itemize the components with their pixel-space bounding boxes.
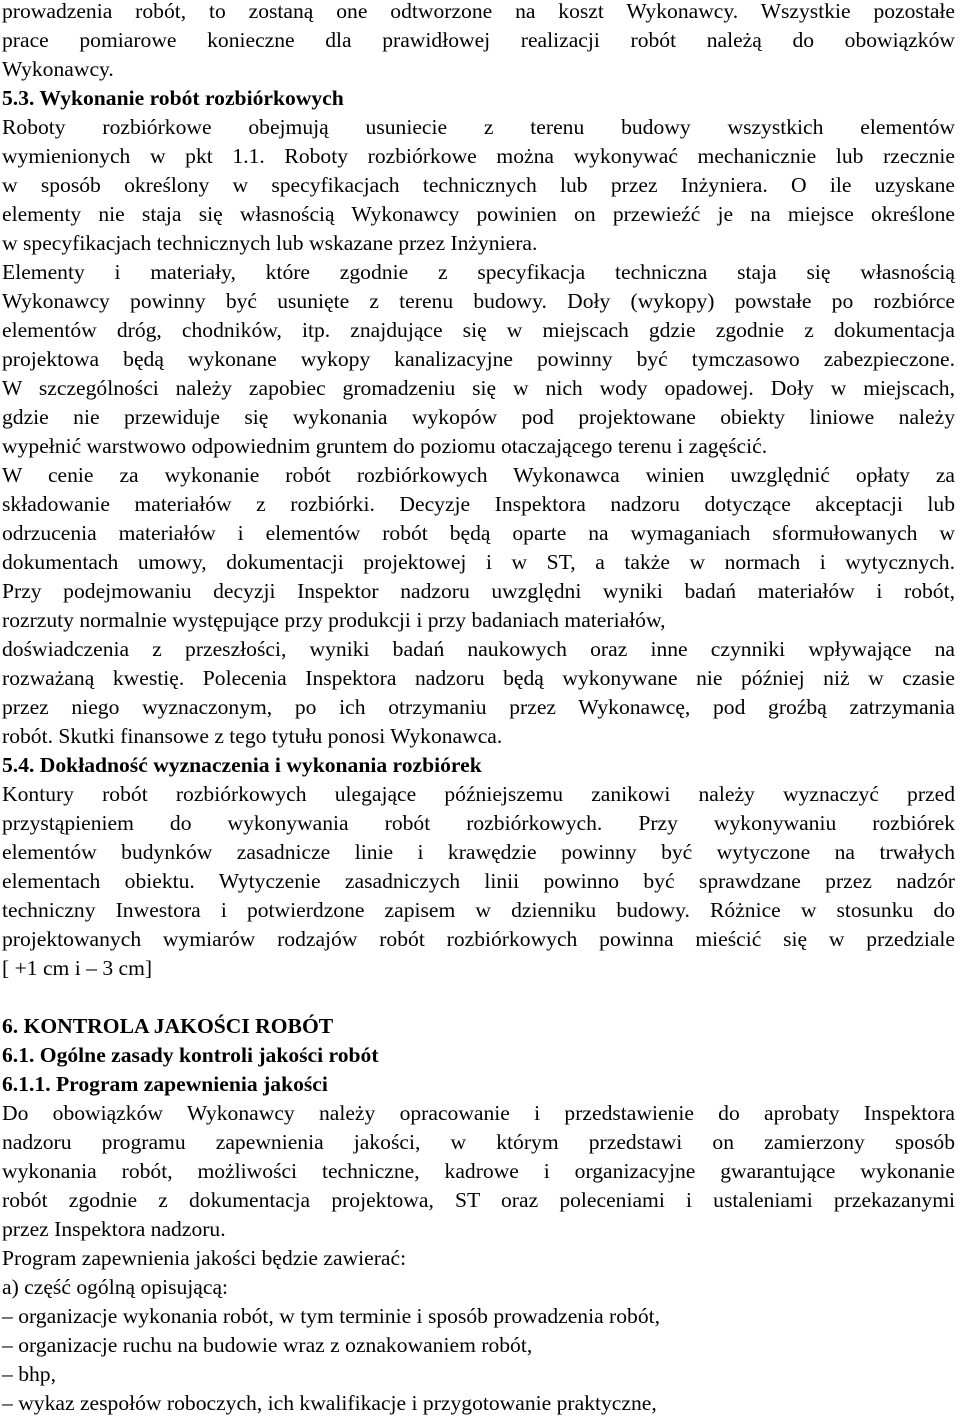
text-line: przez Inspektora nadzoru.	[2, 1217, 226, 1241]
text-line: elementy nie staja się własnością Wykonawcy powinien on przewieźć je na miejsce określone	[2, 202, 955, 226]
text-line: elementach obiektu. Wytyczenie zasadniczych linii powinno być sprawdzane przez nadzór	[2, 869, 955, 893]
text-line: W cenie za wykonanie robót rozbiórkowych Wykonawca winien uwzględnić opłaty za	[2, 463, 955, 487]
text-line: wypełnić warstwowo odpowiednim gruntem do poziomu otaczającego terenu i zagęścić.	[2, 434, 768, 458]
text-line: projektowanych wymiarów rodzajów robót rozbiórkowych powinna mieścić się w przedziale	[2, 927, 955, 951]
section-heading: 6. KONTROLA JAKOŚCI ROBÓT	[2, 1014, 334, 1038]
text-line: robót. Skutki finansowe z tego tytułu ponosi Wykonawca.	[2, 724, 503, 748]
text-line: – wykaz zespołów roboczych, ich kwalifikacje i przygotowanie praktyczne,	[2, 1391, 657, 1415]
text-line: Kontury robót rozbiórkowych ulegające późniejszemu zanikowi należy wyznaczyć przed	[2, 782, 955, 806]
text-line: Elementy i materiały, które zgodnie z specyfikacja techniczna staja się własnością	[2, 260, 955, 284]
text-line: projektowa będą wykonane wykopy kanalizacyjne powinny być tymczasowo zabezpieczone.	[2, 347, 955, 371]
text-line: Roboty rozbiórkowe obejmują usuniecie z terenu budowy wszystkich elementów	[2, 115, 955, 139]
text-line: prowadzenia robót, to zostaną one odtworzone na koszt Wykonawcy. Wszystkie pozostałe	[2, 0, 955, 23]
text-line: składowanie materiałów z rozbiórki. Decyzje Inspektora nadzoru dotyczące akceptacji lub	[2, 492, 955, 516]
text-line: W szczególności należy zapobiec gromadzeniu się w nich wody opadowej. Doły w miejscach,	[2, 376, 955, 400]
section-heading: 5.3. Wykonanie robót rozbiórkowych	[2, 86, 344, 110]
text-line: – organizacje ruchu na budowie wraz z oznakowaniem robót,	[2, 1333, 533, 1357]
text-line: elementów budynków zasadnicze linie i krawędzie powinny być wytyczone na trwałych	[2, 840, 955, 864]
text-line: – organizacje wykonania robót, w tym terminie i sposób prowadzenia robót,	[2, 1304, 661, 1328]
text-line: elementów dróg, chodników, itp. znajdujące się w miejscach gdzie zgodnie z dokumentacja	[2, 318, 955, 342]
text-line: nadzoru programu zapewnienia jakości, w którym przedstawi on zamierzony sposób	[2, 1130, 955, 1154]
text-line: Przy podejmowaniu decyzji Inspektor nadzoru uwzględni wyniki badań materiałów i robót,	[2, 579, 955, 603]
text-line: – bhp,	[2, 1362, 56, 1386]
text-line: Wykonawcy.	[2, 57, 114, 81]
section-heading: 6.1. Ogólne zasady kontroli jakości robót	[2, 1043, 379, 1067]
text-line: doświadczenia z przeszłości, wyniki badań naukowych oraz inne czynniki wpływające na	[2, 637, 955, 661]
text-line: robót zgodnie z dokumentacja projektowa, ST oraz poleceniami i ustaleniami przekazanymi	[2, 1188, 955, 1212]
text-line: a) część ogólną opisującą:	[2, 1275, 229, 1299]
text-line: przez niego wyznaczonym, po ich otrzymaniu przez Wykonawcę, pod groźbą zatrzymania	[2, 695, 955, 719]
text-line: prace pomiarowe konieczne dla prawidłowej realizacji robót należą do obowiązków	[2, 28, 955, 52]
text-line: w sposób określony w specyfikacjach technicznych lub przez Inżyniera. O ile uzyskane	[2, 173, 955, 197]
text-line: w specyfikacjach technicznych lub wskazane przez Inżyniera.	[2, 231, 538, 255]
text-line: przystąpieniem do wykonywania robót rozbiórkowych. Przy wykonywaniu rozbiórek	[2, 811, 955, 835]
section-heading: 5.4. Dokładność wyznaczenia i wykonania rozbiórek	[2, 753, 482, 777]
text-line: Do obowiązków Wykonawcy należy opracowanie i przedstawienie do aprobaty Inspektora	[2, 1101, 955, 1125]
text-line: gdzie nie przewiduje się wykonania wykopów pod projektowane obiekty liniowe należy	[2, 405, 955, 429]
text-line: wymienionych w pkt 1.1. Roboty rozbiórkowe można wykonywać mechanicznie lub rzecznie	[2, 144, 955, 168]
text-line: rozważaną kwestię. Polecenia Inspektora nadzoru będą wykonywane nie później niż w czasie	[2, 666, 955, 690]
text-line: techniczny Inwestora i potwierdzone zapisem w dzienniku budowy. Różnice w stosunku do	[2, 898, 955, 922]
section-heading: 6.1.1. Program zapewnienia jakości	[2, 1072, 328, 1096]
text-line: Program zapewnienia jakości będzie zawierać:	[2, 1246, 407, 1270]
text-line: wykonania robót, możliwości techniczne, kadrowe i organizacyjne gwarantujące wykonanie	[2, 1159, 955, 1183]
text-line: dokumentach umowy, dokumentacji projektowej i w ST, a także w normach i wytycznych.	[2, 550, 955, 574]
text-line: rozrzuty normalnie występujące przy produkcji i przy badaniach materiałów,	[2, 608, 666, 632]
text-line: [ +1 cm i – 3 cm]	[2, 956, 153, 980]
text-line: odrzucenia materiałów i elementów robót będą oparte na wymaganiach sformułowanych w	[2, 521, 955, 545]
text-line: Wykonawcy powinny być usunięte z terenu budowy. Doły (wykopy) powstałe po rozbiórce	[2, 289, 955, 313]
